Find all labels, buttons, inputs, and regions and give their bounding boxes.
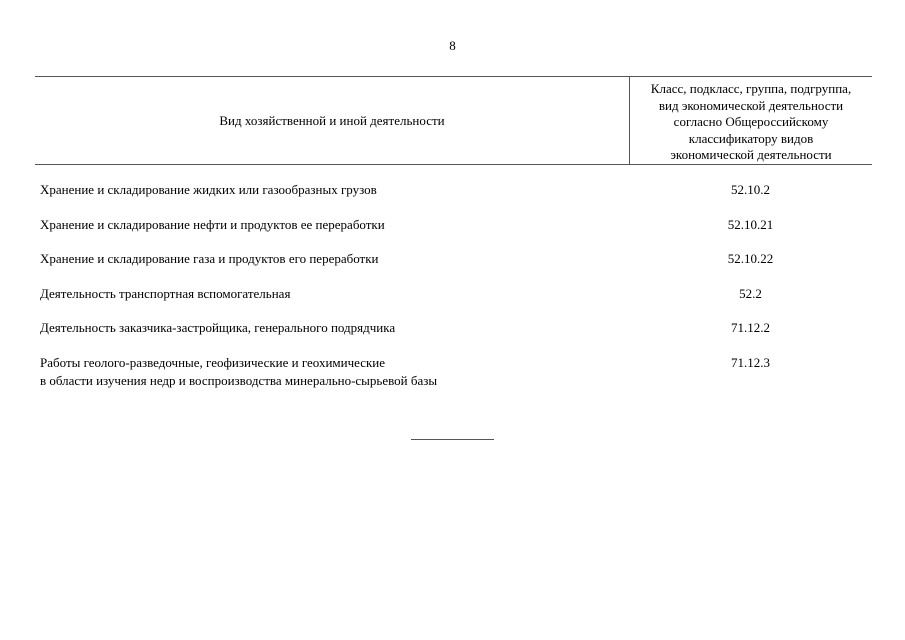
- end-of-document-rule: [411, 439, 494, 440]
- classification-table: [35, 76, 872, 388]
- table-header: [35, 76, 872, 165]
- activity-cell: Деятельность заказчика-застройщика, генерального подрядчика: [40, 320, 396, 335]
- code-cell: 52.10.2: [731, 182, 770, 197]
- activity-cell: Хранение и складирование газа и продуктов его переработки: [40, 251, 379, 266]
- code-cell: 52.10.22: [727, 251, 774, 266]
- activity-cell: Деятельность транспортная вспомогательная: [40, 285, 291, 301]
- header-activity: Вид хозяйственной и иной деятельности: [219, 112, 445, 128]
- table-row: [35, 250, 872, 268]
- code-cell: 52.10.21: [727, 216, 774, 232]
- page-number: 8: [449, 38, 456, 53]
- table-row: [35, 319, 872, 337]
- activity-cell: Хранение и складирование нефти и продуктов ее переработки: [40, 216, 385, 232]
- table-row: [35, 181, 872, 199]
- code-cell: 52.2: [739, 285, 762, 301]
- code-cell: 71.12.3: [731, 354, 770, 370]
- table-body: [35, 181, 872, 390]
- table-row: [35, 216, 872, 234]
- header-code: Класс, подкласс, группа, подгруппа, вид экономической деятельности согласно Общероссийскому классификатору видов экономической деятельности: [650, 81, 852, 162]
- activity-cell: Хранение и складирование жидких или газообразных грузов: [40, 182, 377, 197]
- table-row: [35, 354, 872, 390]
- activity-cell: Работы геолого-разведочные, геофизические и геохимические в области изучения недр и воспроизводства минерально-сырьевой базы: [40, 354, 438, 388]
- code-cell: 71.12.2: [731, 320, 770, 335]
- table-row: [35, 285, 872, 303]
